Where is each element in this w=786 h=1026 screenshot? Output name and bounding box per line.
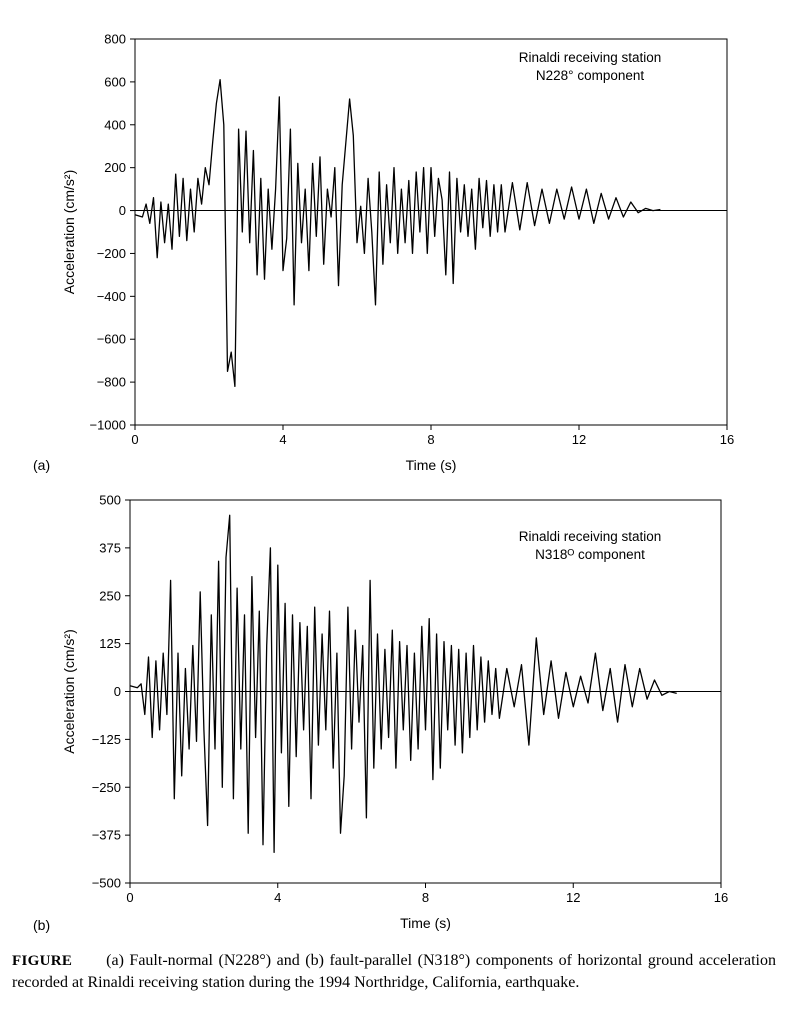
y-tick-label: −375 — [91, 827, 121, 843]
y-tick-label: −400 — [96, 288, 126, 304]
x-tick-label: 16 — [719, 432, 735, 447]
y-tick-label: 250 — [99, 588, 121, 604]
y-tick-label: −1000 — [89, 417, 126, 433]
panel-label: (a) — [33, 457, 51, 473]
x-axis-label: Time (s) — [400, 915, 451, 931]
caption-text: (a) Fault-normal (N228°) and (b) fault-parallel (N318°) components of horizontal ground acceleration recorded at Rinaldi receiving station during the 1994 Northridge, California, earthquake. — [12, 952, 776, 991]
y-tick-label: −800 — [96, 374, 126, 390]
figure-caption — [12, 950, 776, 993]
caption-label: FIGURE — [12, 953, 73, 969]
chart-panel-b — [33, 493, 728, 934]
y-tick-label: 600 — [104, 74, 126, 90]
x-tick-label: 4 — [274, 890, 282, 905]
y-tick-label: −250 — [91, 779, 121, 795]
annotation-line: Rinaldi receiving station — [518, 50, 662, 65]
y-tick-label: 400 — [104, 117, 126, 133]
y-tick-label: −125 — [91, 731, 121, 747]
y-tick-label: −200 — [96, 245, 126, 261]
x-tick-label: 8 — [421, 890, 430, 905]
y-tick-label: 500 — [99, 492, 121, 508]
x-tick-label: 4 — [279, 432, 287, 447]
x-tick-label: 0 — [131, 432, 139, 447]
x-tick-label: 16 — [713, 890, 729, 905]
y-axis-label: Acceleration (cm/s²) — [61, 169, 77, 295]
y-tick-label: 800 — [104, 31, 126, 47]
y-tick-label: 375 — [99, 540, 121, 556]
acceleration-series-line — [135, 80, 660, 387]
annotation-line: Rinaldi receiving station — [518, 529, 662, 544]
y-tick-label: −600 — [96, 331, 126, 347]
x-tick-label: 0 — [126, 890, 134, 905]
panel-label: (b) — [33, 917, 51, 933]
x-tick-label: 12 — [571, 432, 587, 447]
y-tick-label: −500 — [91, 875, 121, 891]
plot-frame — [135, 39, 727, 425]
y-tick-label: 125 — [99, 636, 121, 652]
y-tick-label: 0 — [118, 203, 126, 219]
x-tick-label: 12 — [566, 890, 581, 905]
x-axis-label: Time (s) — [405, 457, 457, 473]
annotation-line: N228° component — [535, 68, 645, 83]
acceleration-series-line — [130, 515, 677, 852]
y-tick-label: 200 — [104, 160, 126, 176]
x-tick-label: 8 — [427, 432, 435, 447]
chart-panel-a — [33, 32, 734, 474]
y-axis-label: Acceleration (cm/s²) — [61, 629, 77, 754]
annotation-line: N318ᴼ component — [535, 547, 645, 562]
y-tick-label: 0 — [113, 684, 121, 699]
